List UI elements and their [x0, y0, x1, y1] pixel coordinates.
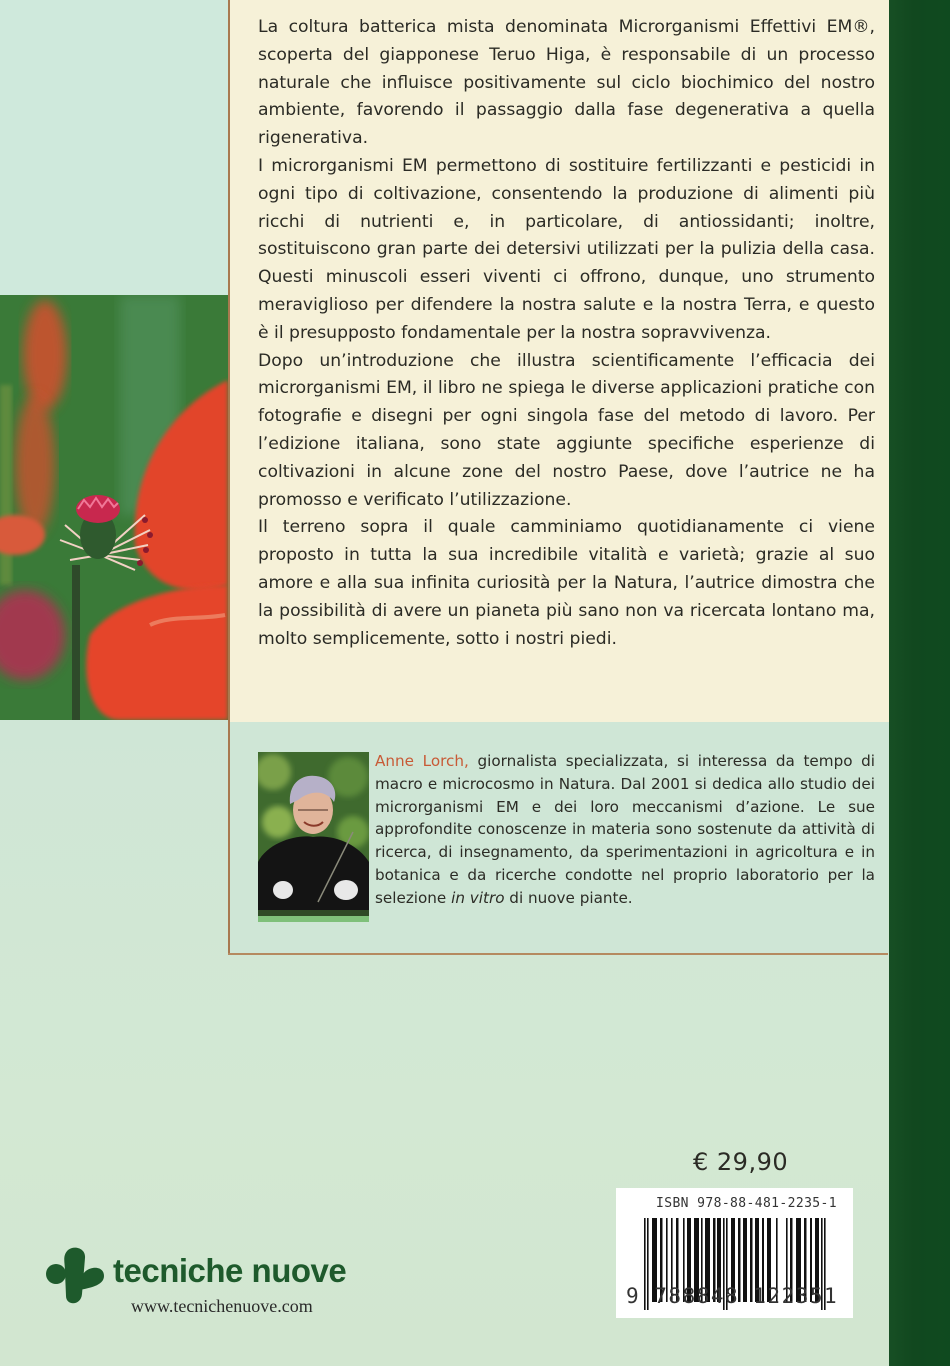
spine-stripe [889, 0, 950, 1366]
author-bio-text-end: di nuove piante. [504, 888, 633, 907]
author-bio-text: giornalista specializzata, si interessa da tempo di macro e microcosmo in Natura. Dal 2001 si dedica allo studio dei microrganismi EM e dei loro meccanismi d’azione. Le sue approfondite conoscenze in materia sono sostenute da attività di ricerca, di insegnamento, da sperimentazioni in agricoltura e in botanica e da ricerche condotte nel proprio laboratorio per la selezione [375, 752, 875, 907]
tecniche-nuove-logo-icon [44, 1246, 108, 1308]
description-paragraph: Dopo un’introduzione che illustra scientificamente l’efficacia dei microrganismi EM, il libro ne spiega le diverse applicazioni pratiche con fotografie e disegni per ogni singola fase del metodo di lavoro. Per l’edizione italiana, sono state aggiunte specifiche esperienze di coltivazioni in alcune zone del nostro Paese, dove l’autrice ne ha promosso e verificato l’utilizzazione. [258, 350, 875, 510]
isbn-number: ISBN 978-88-481-2235-1 [656, 1196, 837, 1211]
isbn-barcode [616, 1188, 853, 1318]
author-name: Anne Lorch, [375, 752, 469, 770]
description-paragraph: Il terreno sopra il quale camminiamo quotidianamente ci viene proposto in tutta la sua incredibile vitalità e varietà; grazie al suo amore e alla sua infinita curiosità per la Natura, l’autrice dimostra che la possibilità di avere un pianeta più sano non va ricercata lontano ma, molto semplicemente, sotto i nostri piedi. [258, 517, 875, 649]
description-paragraph: La coltura batterica mista denominata Microrganismi Effettivi EM®, scoperta del giapponese Teruo Higa, è responsabile di un processo naturale che influisce positivamente sul ciclo biochimico del nostro ambiente, favorendo il passaggio dalla fase degenerativa a quella rigenerativa. [258, 17, 875, 149]
publisher-url[interactable]: www.tecnichenuove.com [131, 1296, 313, 1316]
author-bio-italic: in vitro [451, 888, 505, 907]
publisher-name: tecniche nuove [113, 1252, 347, 1289]
poppy-photo [0, 295, 228, 720]
price-label: € 29,90 [693, 1148, 789, 1176]
frame-line [228, 953, 888, 955]
publisher-logo [44, 1246, 374, 1326]
author-photo [258, 752, 369, 922]
book-description [258, 14, 875, 653]
left-mint-panel [0, 0, 228, 295]
barcode-digits: 9 788848 122351 [626, 1284, 839, 1308]
frame-line [228, 0, 230, 955]
description-paragraph: I microrganismi EM permettono di sostituire fertilizzanti e pesticidi in ogni tipo di coltivazione, consentendo la produzione di alimenti più ricchi di nutrienti e, in particolare, di antiossidanti; inoltre, sostituiscono gran parte dei detersivi utilizzati per la pulizia della casa. Questi minuscoli esseri viventi ci offrono, dunque, uno strumento meraviglioso per difendere la nostra salute e la nostra Terra, e questo è il presupposto fondamentale per la nostra sopravvivenza. [258, 155, 875, 343]
author-bio [375, 750, 875, 910]
